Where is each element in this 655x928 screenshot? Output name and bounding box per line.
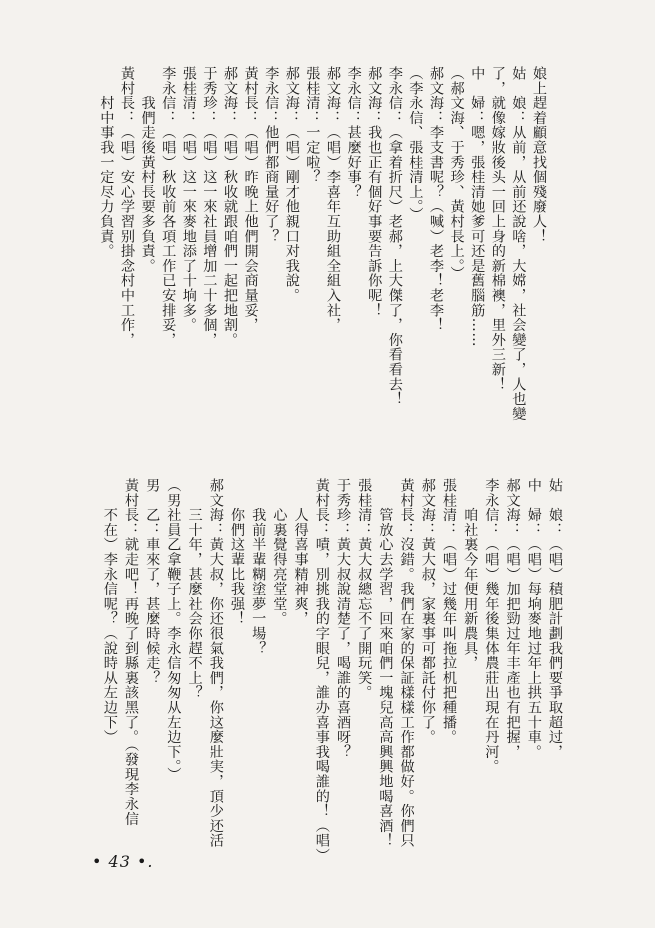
text-column: 心裏覺得亮堂堂。 [271,478,288,626]
text-column: 郝文海：（唱）秋收就跟咱們一起把地割。 [222,66,238,348]
text-column: 于秀珍：（唱）这一來社員增加二十多個， [201,66,218,348]
text-column: 于秀珍：黃大叔說清楚了，喝誰的喜酒呀？ [335,478,351,760]
text-column: 黃村長：（唱）昨晚上他們開会商量妥， [242,66,259,333]
text-column: 管放心去学習，回來咱們一塊兒高高興興地喝喜酒！ [377,478,394,848]
text-column: 李永信：（唱）幾年後集体農莊出現在丹河。 [483,478,500,774]
text-column: 郝文海：（唱）加把勁过年丰產也有把握， [504,478,521,760]
text-column: 郝文海：（唱）李喜年互助組全組入社， [325,66,341,333]
text-column: 中 婦：嗯，張桂清她爹可还是舊腦筋…… [469,66,486,348]
text-column: 你們这輩比我强！ [229,478,245,626]
text-column: （李永信、張桂清上。） [407,66,424,222]
text-column: 郝文海：我也正有個好事要告訴你呢！ [366,66,383,318]
text-column: 我們走後黃村長要多負責。 [139,66,156,274]
text-column: 黃村長：沒錯。我們在家的保証樣樣工作都做好。你們只 [398,478,415,848]
text-column: 張桂清：（唱）这一來麥地添了十垧多。 [180,66,197,333]
text-column: 李永信：（唱）秋收前各項工作已安排妥， [160,66,177,348]
text-column: 娘上趕着顧意找個殘廢人！ [531,66,547,244]
text-column: 不在）李永信呢？（說時从左边下） [101,478,118,745]
text-column: 三十年，甚麼社会你趕不上？ [186,478,203,700]
text-column: 了，就像嫁妝後头一回上身的新棉襖，里外三新！ [489,66,506,392]
text-column: 李永信：（拿着折尺）老郝，上大傑了，你看看去！ [386,66,403,407]
text-column: 郝文海：黃大叔，你还很氣我們，你这麼壯実，頂少还活 [207,478,224,848]
text-column: 村中事我一定尽力負責。 [98,66,115,259]
text-column: 李永信：他們都商量好了？ [263,66,280,244]
text-column: 人得喜事精神爽， [292,478,309,626]
text-column: 男 乙：車來了，甚麼時候走？ [144,478,161,686]
text-column: （郝文海、于秀珍、黃村長上。） [448,66,465,281]
text-column: 郝文海：黃大叔，家裏事可都託付你了。 [419,478,436,745]
text-column: 張桂清：一定啦？ [304,66,321,185]
page-number: • 43 •. [92,852,154,871]
text-column: 黃村長：（唱）安心学習别掛念村中工作， [119,66,135,348]
text-column: 李永信：甚麼好事？ [345,66,362,200]
text-column: 咱社裏今年便用新農具， [462,478,479,671]
text-column: 姑 娘：（唱）積肥計劃我們要爭取超过， [547,478,563,760]
text-column: 黃村長：嘖，別挑我的字眼兒，誰办喜事我喝誰的！（唱） [313,478,330,863]
text-column: 我前半輩糊塗夢一場？ [250,478,267,656]
text-column: 中 婦：（唱）每垧麥地过年上拱五十車。 [525,478,542,760]
text-column: 張桂清：黃大叔總忘不了開玩笑。 [356,478,373,700]
text-column: （男社員乙拿鞭子上。李永信匆匆从左边下。） [165,478,182,782]
text-column: 郝文海：李支書呢？（喊）老李！老李！ [428,66,444,333]
text-column: 郝文海：（唱）剛才他親口对我說。 [283,66,300,303]
text-column: 姑 娘：从前，从前还說啥，大嫦，社会變了，人也變 [510,66,527,422]
text-column: 張桂清：（唱）过幾年叫拖拉机把種播。 [441,478,457,745]
text-column: 黃村長：就走吧！再晚了到縣裏該黑了。（發現李永信 [123,478,139,827]
